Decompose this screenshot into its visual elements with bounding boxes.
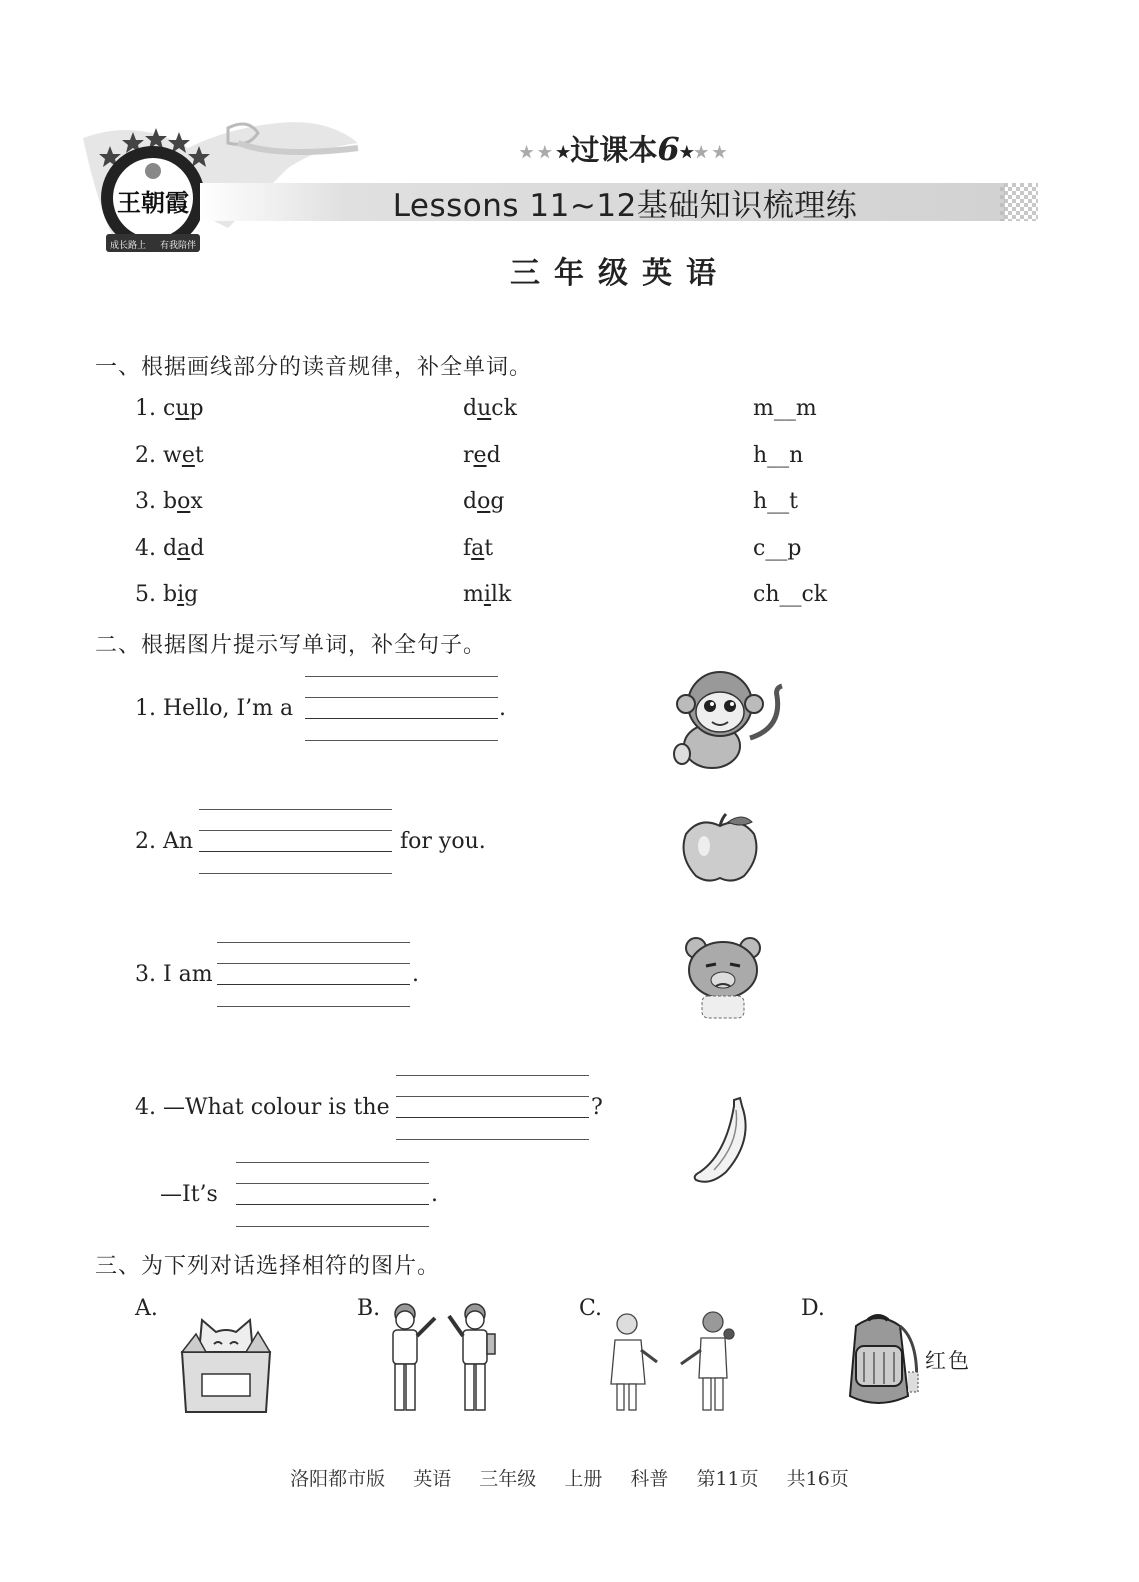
q1-text: 1. Hello, I’m a bbox=[135, 696, 294, 721]
section1-row-3-col-b: dog bbox=[463, 489, 505, 514]
word-a: cup bbox=[163, 396, 204, 421]
item-number: 3. bbox=[135, 489, 156, 514]
writing-line bbox=[217, 1006, 410, 1007]
item-number: 2. bbox=[135, 443, 156, 468]
q4b-text: —It’s bbox=[160, 1182, 218, 1207]
logo-slogan-left: 成长路上 bbox=[110, 241, 147, 251]
sad-bear-image bbox=[682, 934, 764, 1024]
logo-slogan-right: 有我陪伴 bbox=[160, 241, 197, 251]
option-c-label: C. bbox=[579, 1296, 603, 1321]
cat-in-box-image[interactable] bbox=[176, 1312, 276, 1420]
q4b-answer-blank[interactable] bbox=[236, 1204, 429, 1205]
writing-line bbox=[396, 1096, 589, 1097]
star-icon: ★ bbox=[556, 142, 571, 162]
writing-line bbox=[236, 1183, 429, 1184]
star-icon: ★ bbox=[679, 142, 694, 162]
writing-line bbox=[396, 1075, 589, 1076]
section1-row-2-col-a bbox=[135, 443, 204, 468]
writing-line bbox=[199, 830, 392, 831]
word-a: big bbox=[163, 582, 199, 607]
section1-row-4-fill-word[interactable]: c__p bbox=[753, 536, 802, 561]
q4a-text: 4. —What colour is the bbox=[135, 1095, 390, 1120]
item-number: 1. bbox=[135, 396, 156, 421]
apple-image bbox=[680, 812, 760, 888]
two-boys-waving-image[interactable] bbox=[383, 1300, 503, 1422]
writing-line bbox=[199, 809, 392, 810]
q3-text: 3. I am bbox=[135, 962, 213, 987]
q2-text: 2. An bbox=[135, 829, 194, 854]
word-a: wet bbox=[163, 443, 204, 468]
item-number: 4. bbox=[135, 536, 156, 561]
red-color-caption: 红色 bbox=[925, 1349, 971, 1373]
monkey-image bbox=[672, 668, 787, 774]
section1-row-4-col-b: fat bbox=[463, 536, 494, 561]
backpack-image[interactable] bbox=[838, 1312, 924, 1414]
option-a-label: A. bbox=[135, 1296, 158, 1321]
footer-subject: 英语 bbox=[413, 1468, 452, 1490]
series-label: ★★★过课本6★★★ bbox=[519, 130, 731, 168]
q1-answer-blank[interactable] bbox=[305, 718, 498, 719]
section1-row-5-col-b: milk bbox=[463, 582, 512, 607]
footer-volume: 上册 bbox=[564, 1468, 603, 1490]
section1-title: 一、根据画线部分的读音规律，补全单词。 bbox=[95, 355, 533, 380]
two-girls-greeting-image[interactable] bbox=[605, 1306, 745, 1418]
q4a-end: ? bbox=[591, 1095, 603, 1120]
writing-line bbox=[236, 1162, 429, 1163]
writing-line bbox=[217, 942, 410, 943]
word-a: box bbox=[163, 489, 203, 514]
writing-line bbox=[396, 1139, 589, 1140]
logo-text: 王朝霞 bbox=[117, 188, 189, 217]
q4b-end: . bbox=[431, 1182, 438, 1207]
subject-title: 三年级英语 bbox=[510, 256, 730, 291]
section1-row-1-fill-word[interactable]: m__m bbox=[753, 396, 817, 421]
q4a-answer-blank[interactable] bbox=[396, 1117, 589, 1118]
writing-line bbox=[305, 740, 498, 741]
star-icon: ★★ bbox=[519, 142, 557, 162]
section2-title: 二、根据图片提示写单词，补全句子。 bbox=[95, 633, 487, 658]
footer-total: 共16页 bbox=[786, 1468, 849, 1490]
option-b-label: B. bbox=[357, 1296, 381, 1321]
writing-line bbox=[236, 1226, 429, 1227]
writing-line bbox=[305, 676, 498, 677]
q3-end: . bbox=[412, 962, 419, 987]
section1-row-3-col-a bbox=[135, 489, 203, 514]
star-icon: ★★ bbox=[693, 142, 731, 162]
q3-answer-blank[interactable] bbox=[217, 984, 410, 985]
section1-row-4-col-a bbox=[135, 536, 204, 561]
section3-title: 三、为下列对话选择相符的图片。 bbox=[95, 1254, 441, 1279]
banana-image bbox=[690, 1096, 754, 1190]
footer-publisher: 科普 bbox=[630, 1468, 669, 1490]
q2-answer-blank[interactable] bbox=[199, 851, 392, 852]
writing-line bbox=[199, 873, 392, 874]
option-d-label: D. bbox=[801, 1296, 825, 1321]
footer-grade: 三年级 bbox=[479, 1468, 537, 1490]
section1-row-1-col-a bbox=[135, 396, 204, 421]
section1-row-1-col-b: duck bbox=[463, 396, 517, 421]
section1-row-5-fill-word[interactable]: ch__ck bbox=[753, 582, 828, 607]
footer-edition: 洛阳都市版 bbox=[290, 1468, 386, 1490]
section1-row-2-col-b: red bbox=[463, 443, 501, 468]
section1-row-5-col-a bbox=[135, 582, 198, 607]
footer-page: 第11页 bbox=[696, 1468, 759, 1490]
writing-line bbox=[305, 697, 498, 698]
lesson-title: Lessons 11~12基础知识梳理练 bbox=[392, 188, 858, 224]
section1-row-3-fill-word[interactable]: h__t bbox=[753, 489, 799, 514]
writing-line bbox=[217, 963, 410, 964]
item-number: 5. bbox=[135, 582, 156, 607]
word-a: dad bbox=[163, 536, 205, 561]
page-footer bbox=[0, 1464, 1139, 1491]
section1-row-2-fill-word[interactable]: h__n bbox=[753, 443, 804, 468]
q1-end: . bbox=[499, 696, 506, 721]
q2-end: for you. bbox=[400, 829, 486, 854]
